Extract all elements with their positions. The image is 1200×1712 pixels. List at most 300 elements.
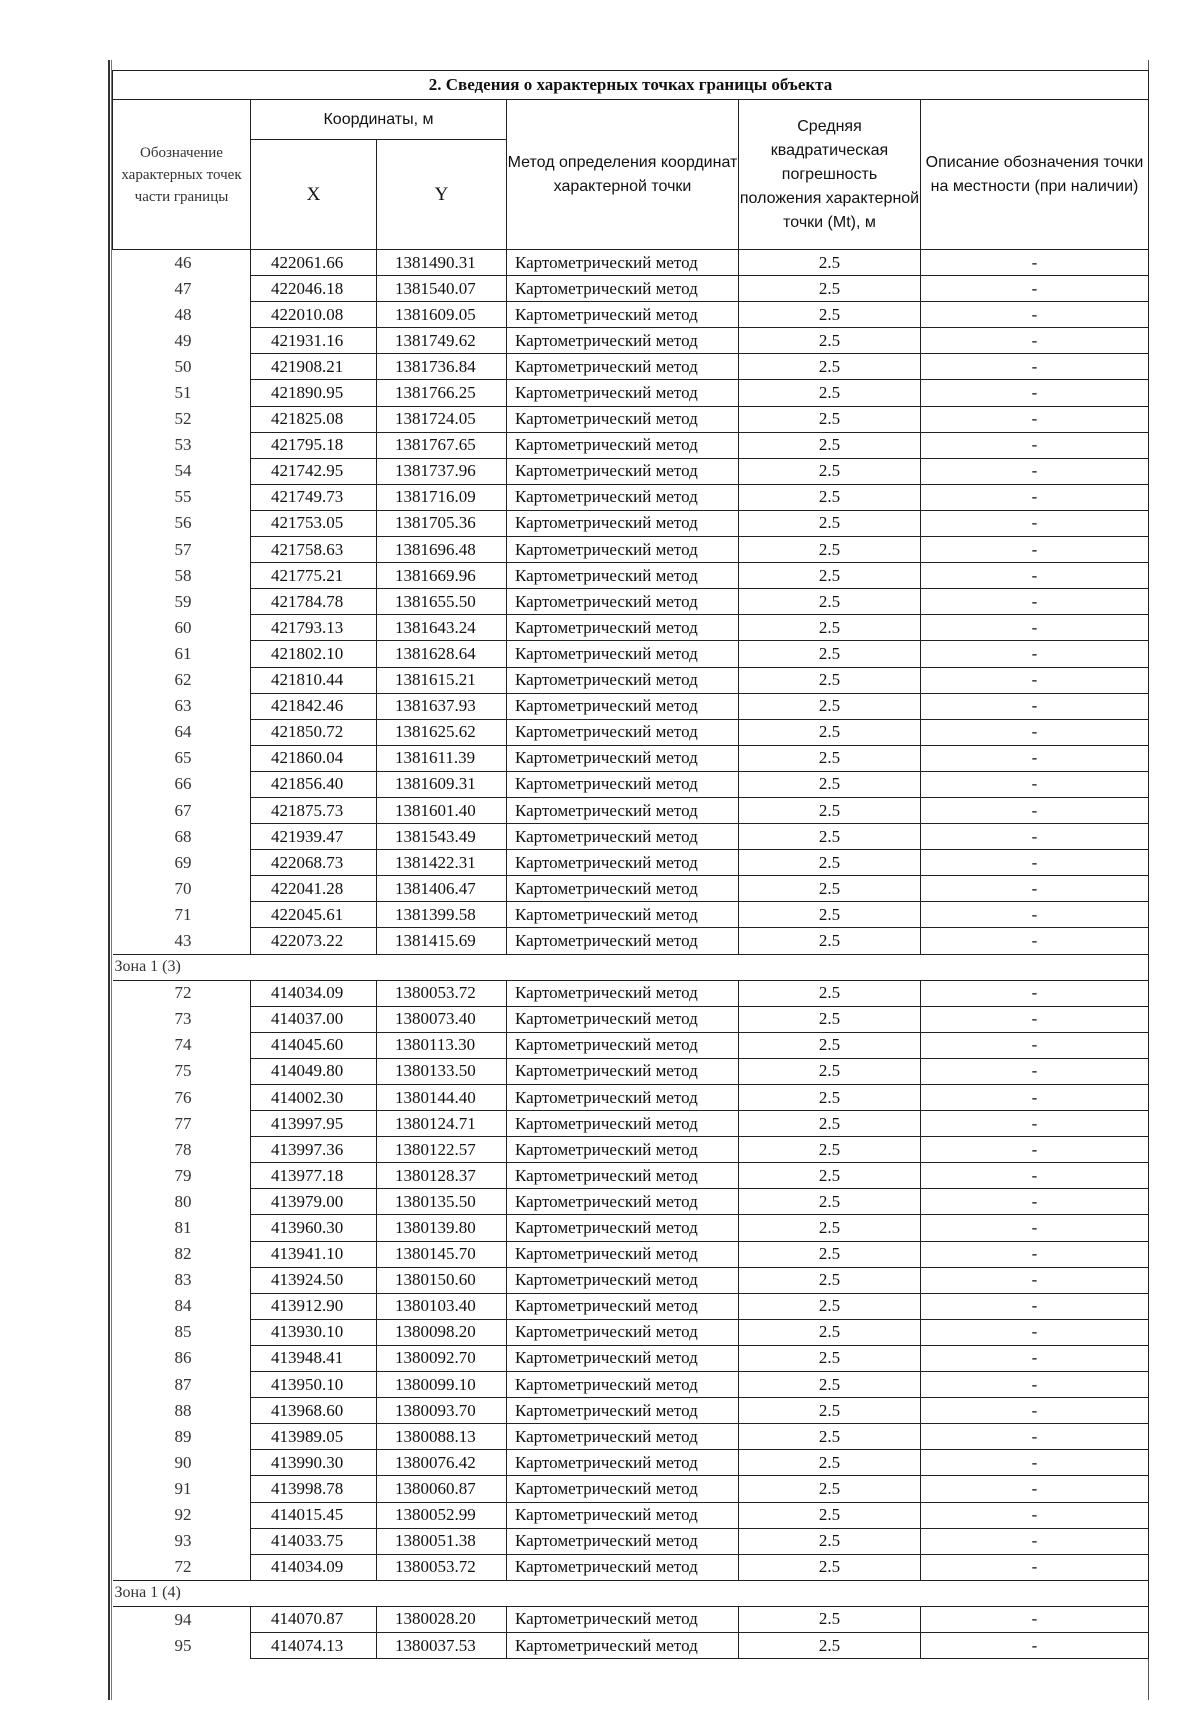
method-cell: Картометрический метод: [507, 1450, 739, 1476]
table-row: [113, 1424, 1149, 1450]
mean-error-cell: 2.5: [739, 1267, 921, 1293]
table-row: [113, 1293, 1149, 1319]
method-cell: Картометрический метод: [507, 563, 739, 589]
y-coordinate-cell: 1381716.09: [377, 484, 507, 510]
description-cell: -: [921, 1085, 1149, 1111]
y-coordinate-cell: 1381609.05: [377, 302, 507, 328]
point-number-cell: 72: [113, 1554, 251, 1580]
description-cell: -: [921, 1632, 1149, 1658]
y-coordinate-cell: 1381611.39: [377, 745, 507, 771]
y-coordinate-cell: 1380139.80: [377, 1215, 507, 1241]
y-coordinate-cell: 1381655.50: [377, 589, 507, 615]
y-coordinate-cell: 1380124.71: [377, 1111, 507, 1137]
y-coordinate-cell: 1380093.70: [377, 1398, 507, 1424]
x-coordinate-cell: 421753.05: [251, 510, 377, 536]
table-row: [113, 1372, 1149, 1398]
table-row: [113, 876, 1149, 902]
y-coordinate-cell: 1380037.53: [377, 1632, 507, 1658]
description-cell: -: [921, 667, 1149, 693]
y-coordinate-cell: 1381749.62: [377, 328, 507, 354]
description-cell: -: [921, 1424, 1149, 1450]
method-cell: Картометрический метод: [507, 1032, 739, 1058]
description-cell: -: [921, 250, 1149, 276]
x-coordinate-cell: 422045.61: [251, 902, 377, 928]
x-coordinate-cell: 421842.46: [251, 693, 377, 719]
y-coordinate-cell: 1381415.69: [377, 928, 507, 954]
method-cell: Картометрический метод: [507, 537, 739, 563]
table-row: [113, 484, 1149, 510]
mean-error-cell: 2.5: [739, 1215, 921, 1241]
point-number-cell: 89: [113, 1424, 251, 1450]
method-cell: Картометрический метод: [507, 589, 739, 615]
mean-error-cell: 2.5: [739, 537, 921, 563]
table-row: [113, 1241, 1149, 1267]
description-cell: -: [921, 615, 1149, 641]
table-row: [113, 850, 1149, 876]
point-number-cell: 85: [113, 1319, 251, 1345]
x-coordinate-cell: 414070.87: [251, 1606, 377, 1632]
point-number-cell: 74: [113, 1032, 251, 1058]
point-number-cell: 75: [113, 1058, 251, 1084]
y-coordinate-cell: 1381696.48: [377, 537, 507, 563]
point-number-cell: 87: [113, 1372, 251, 1398]
mean-error-cell: 2.5: [739, 354, 921, 380]
point-number-cell: 61: [113, 641, 251, 667]
method-cell: Картометрический метод: [507, 1163, 739, 1189]
y-coordinate-cell: 1381406.47: [377, 876, 507, 902]
y-coordinate-cell: 1381422.31: [377, 850, 507, 876]
table-row: [113, 693, 1149, 719]
table-row: [113, 328, 1149, 354]
description-cell: -: [921, 1606, 1149, 1632]
point-number-cell: 94: [113, 1606, 251, 1632]
x-coordinate-cell: 421810.44: [251, 667, 377, 693]
description-cell: -: [921, 1528, 1149, 1554]
mean-error-cell: 2.5: [739, 1345, 921, 1371]
x-coordinate-cell: 413912.90: [251, 1293, 377, 1319]
x-coordinate-cell: 421802.10: [251, 641, 377, 667]
description-cell: -: [921, 902, 1149, 928]
x-coordinate-cell: 413997.95: [251, 1111, 377, 1137]
point-number-cell: 81: [113, 1215, 251, 1241]
method-cell: Картометрический метод: [507, 797, 739, 823]
x-coordinate-cell: 413968.60: [251, 1398, 377, 1424]
y-coordinate-cell: 1380088.13: [377, 1424, 507, 1450]
method-cell: Картометрический метод: [507, 484, 739, 510]
table-row: [113, 276, 1149, 302]
x-coordinate-cell: 413977.18: [251, 1163, 377, 1189]
x-coordinate-cell: 422010.08: [251, 302, 377, 328]
y-coordinate-cell: 1380122.57: [377, 1137, 507, 1163]
mean-error-cell: 2.5: [739, 1241, 921, 1267]
x-coordinate-cell: 414034.09: [251, 1554, 377, 1580]
mean-error-cell: 2.5: [739, 693, 921, 719]
point-number-cell: 56: [113, 510, 251, 536]
mean-error-cell: 2.5: [739, 458, 921, 484]
point-number-cell: 67: [113, 797, 251, 823]
mean-error-cell: 2.5: [739, 1319, 921, 1345]
y-coordinate-cell: 1381540.07: [377, 276, 507, 302]
x-coordinate-cell: 414037.00: [251, 1006, 377, 1032]
table-row: [113, 1163, 1149, 1189]
point-number-cell: 43: [113, 928, 251, 954]
description-cell: -: [921, 1111, 1149, 1137]
point-number-cell: 83: [113, 1267, 251, 1293]
point-number-cell: 84: [113, 1293, 251, 1319]
point-number-cell: 78: [113, 1137, 251, 1163]
point-number-cell: 62: [113, 667, 251, 693]
method-cell: Картометрический метод: [507, 406, 739, 432]
method-cell: Картометрический метод: [507, 902, 739, 928]
table-row: [113, 1398, 1149, 1424]
y-coordinate-cell: 1380145.70: [377, 1241, 507, 1267]
table-body: [113, 250, 1149, 1659]
method-cell: Картометрический метод: [507, 1345, 739, 1371]
mean-error-cell: 2.5: [739, 850, 921, 876]
description-cell: -: [921, 484, 1149, 510]
description-cell: -: [921, 589, 1149, 615]
description-cell: -: [921, 1345, 1149, 1371]
x-coordinate-cell: 422068.73: [251, 850, 377, 876]
mean-error-cell: 2.5: [739, 276, 921, 302]
x-coordinate-cell: 421890.95: [251, 380, 377, 406]
zone-row: [113, 954, 1149, 980]
mean-error-cell: 2.5: [739, 615, 921, 641]
table-title: 2. Сведения о характерных точках границы объекта: [113, 71, 1149, 100]
x-coordinate-cell: 413989.05: [251, 1424, 377, 1450]
method-cell: Картометрический метод: [507, 771, 739, 797]
table-row: [113, 250, 1149, 276]
table-row: [113, 1528, 1149, 1554]
x-coordinate-cell: 421775.21: [251, 563, 377, 589]
method-cell: Картометрический метод: [507, 1241, 739, 1267]
x-coordinate-cell: 421850.72: [251, 719, 377, 745]
y-coordinate-cell: 1381490.31: [377, 250, 507, 276]
table-row: [113, 302, 1149, 328]
y-coordinate-cell: 1380076.42: [377, 1450, 507, 1476]
mean-error-cell: 2.5: [739, 302, 921, 328]
table-row: [113, 902, 1149, 928]
method-cell: Картометрический метод: [507, 980, 739, 1006]
mean-error-cell: 2.5: [739, 771, 921, 797]
zone-label: Зона 1 (3): [113, 954, 1149, 980]
description-cell: -: [921, 406, 1149, 432]
method-cell: Картометрический метод: [507, 850, 739, 876]
y-coordinate-cell: 1380144.40: [377, 1085, 507, 1111]
y-coordinate-cell: 1381736.84: [377, 354, 507, 380]
point-number-cell: 52: [113, 406, 251, 432]
table-row: [113, 354, 1149, 380]
mean-error-cell: 2.5: [739, 745, 921, 771]
y-coordinate-cell: 1381609.31: [377, 771, 507, 797]
method-cell: Картометрический метод: [507, 1267, 739, 1293]
table-row: [113, 1085, 1149, 1111]
description-cell: -: [921, 510, 1149, 536]
x-coordinate-cell: 421784.78: [251, 589, 377, 615]
description-cell: -: [921, 719, 1149, 745]
description-cell: -: [921, 1137, 1149, 1163]
x-coordinate-cell: 421795.18: [251, 432, 377, 458]
table-row: [113, 1189, 1149, 1215]
method-cell: Картометрический метод: [507, 745, 739, 771]
mean-error-cell: 2.5: [739, 1476, 921, 1502]
description-cell: -: [921, 797, 1149, 823]
table-row: [113, 797, 1149, 823]
description-cell: -: [921, 276, 1149, 302]
y-coordinate-cell: 1381601.40: [377, 797, 507, 823]
table-row: [113, 980, 1149, 1006]
method-cell: Картометрический метод: [507, 667, 739, 693]
mean-error-cell: 2.5: [739, 589, 921, 615]
point-number-cell: 68: [113, 824, 251, 850]
table-row: [113, 1032, 1149, 1058]
y-coordinate-cell: 1381767.65: [377, 432, 507, 458]
method-cell: Картометрический метод: [507, 693, 739, 719]
mean-error-cell: 2.5: [739, 1293, 921, 1319]
point-number-cell: 71: [113, 902, 251, 928]
x-coordinate-cell: 422041.28: [251, 876, 377, 902]
table-row: [113, 1606, 1149, 1632]
description-cell: -: [921, 1032, 1149, 1058]
method-cell: Картометрический метод: [507, 1632, 739, 1658]
mean-error-cell: 2.5: [739, 328, 921, 354]
mean-error-cell: 2.5: [739, 563, 921, 589]
point-number-cell: 60: [113, 615, 251, 641]
point-number-cell: 66: [113, 771, 251, 797]
point-number-cell: 77: [113, 1111, 251, 1137]
table-row: [113, 1554, 1149, 1580]
header-method: Метод определения координат характерной точки: [507, 100, 739, 250]
method-cell: Картометрический метод: [507, 1137, 739, 1163]
description-cell: -: [921, 824, 1149, 850]
x-coordinate-cell: 414033.75: [251, 1528, 377, 1554]
mean-error-cell: 2.5: [739, 510, 921, 536]
mean-error-cell: 2.5: [739, 1398, 921, 1424]
point-number-cell: 51: [113, 380, 251, 406]
point-number-cell: 64: [113, 719, 251, 745]
table-row: [113, 432, 1149, 458]
x-coordinate-cell: 421742.95: [251, 458, 377, 484]
table-row: [113, 1345, 1149, 1371]
point-number-cell: 80: [113, 1189, 251, 1215]
table-row: [113, 1058, 1149, 1084]
y-coordinate-cell: 1380053.72: [377, 1554, 507, 1580]
mean-error-cell: 2.5: [739, 1528, 921, 1554]
x-coordinate-cell: 422073.22: [251, 928, 377, 954]
point-number-cell: 92: [113, 1502, 251, 1528]
mean-error-cell: 2.5: [739, 980, 921, 1006]
point-number-cell: 95: [113, 1632, 251, 1658]
table-row: [113, 1267, 1149, 1293]
point-number-cell: 76: [113, 1085, 251, 1111]
x-coordinate-cell: 413997.36: [251, 1137, 377, 1163]
table-row: [113, 1450, 1149, 1476]
x-coordinate-cell: 421793.13: [251, 615, 377, 641]
description-cell: -: [921, 1502, 1149, 1528]
point-number-cell: 72: [113, 980, 251, 1006]
method-cell: Картометрический метод: [507, 380, 739, 406]
table-row: [113, 1215, 1149, 1241]
description-cell: -: [921, 432, 1149, 458]
x-coordinate-cell: 421860.04: [251, 745, 377, 771]
description-cell: -: [921, 1476, 1149, 1502]
mean-error-cell: 2.5: [739, 1163, 921, 1189]
y-coordinate-cell: 1380028.20: [377, 1606, 507, 1632]
y-coordinate-cell: 1381625.62: [377, 719, 507, 745]
point-number-cell: 46: [113, 250, 251, 276]
y-coordinate-cell: 1381628.64: [377, 641, 507, 667]
x-coordinate-cell: 421856.40: [251, 771, 377, 797]
y-coordinate-cell: 1380099.10: [377, 1372, 507, 1398]
table-row: [113, 510, 1149, 536]
method-cell: Картометрический метод: [507, 1111, 739, 1137]
x-coordinate-cell: 421931.16: [251, 328, 377, 354]
table-row: [113, 928, 1149, 954]
method-cell: Картометрический метод: [507, 354, 739, 380]
method-cell: Картометрический метод: [507, 302, 739, 328]
description-cell: -: [921, 1241, 1149, 1267]
y-coordinate-cell: 1380128.37: [377, 1163, 507, 1189]
mean-error-cell: 2.5: [739, 1450, 921, 1476]
method-cell: Картометрический метод: [507, 1502, 739, 1528]
y-coordinate-cell: 1381615.21: [377, 667, 507, 693]
mean-error-cell: 2.5: [739, 719, 921, 745]
method-cell: Картометрический метод: [507, 1319, 739, 1345]
point-number-cell: 86: [113, 1345, 251, 1371]
description-cell: -: [921, 458, 1149, 484]
mean-error-cell: 2.5: [739, 1189, 921, 1215]
mean-error-cell: 2.5: [739, 432, 921, 458]
description-cell: -: [921, 1293, 1149, 1319]
table-row: [113, 406, 1149, 432]
method-cell: Картометрический метод: [507, 1372, 739, 1398]
point-number-cell: 79: [113, 1163, 251, 1189]
table-row: [113, 380, 1149, 406]
description-cell: -: [921, 354, 1149, 380]
mean-error-cell: 2.5: [739, 797, 921, 823]
mean-error-cell: 2.5: [739, 641, 921, 667]
x-coordinate-cell: 413960.30: [251, 1215, 377, 1241]
table-row: [113, 1111, 1149, 1137]
method-cell: Картометрический метод: [507, 250, 739, 276]
boundary-points-table: [112, 70, 1149, 1659]
method-cell: Картометрический метод: [507, 1006, 739, 1032]
x-coordinate-cell: 421749.73: [251, 484, 377, 510]
mean-error-cell: 2.5: [739, 1424, 921, 1450]
header-y: Y: [377, 140, 507, 250]
point-number-cell: 59: [113, 589, 251, 615]
mean-error-cell: 2.5: [739, 1085, 921, 1111]
x-coordinate-cell: 414015.45: [251, 1502, 377, 1528]
x-coordinate-cell: 413924.50: [251, 1267, 377, 1293]
mean-error-cell: 2.5: [739, 1606, 921, 1632]
y-coordinate-cell: 1381705.36: [377, 510, 507, 536]
description-cell: -: [921, 693, 1149, 719]
x-coordinate-cell: 414034.09: [251, 980, 377, 1006]
point-number-cell: 47: [113, 276, 251, 302]
table-row: [113, 1319, 1149, 1345]
method-cell: Картометрический метод: [507, 876, 739, 902]
table-row: [113, 589, 1149, 615]
header-x: X: [251, 140, 377, 250]
method-cell: Картометрический метод: [507, 641, 739, 667]
description-cell: -: [921, 302, 1149, 328]
method-cell: Картометрический метод: [507, 328, 739, 354]
description-cell: -: [921, 980, 1149, 1006]
point-number-cell: 93: [113, 1528, 251, 1554]
table-row: [113, 1502, 1149, 1528]
x-coordinate-cell: 422061.66: [251, 250, 377, 276]
mean-error-cell: 2.5: [739, 876, 921, 902]
zone-row: [113, 1580, 1149, 1606]
description-cell: -: [921, 328, 1149, 354]
description-cell: -: [921, 1189, 1149, 1215]
y-coordinate-cell: 1380135.50: [377, 1189, 507, 1215]
table-row: [113, 719, 1149, 745]
x-coordinate-cell: 414045.60: [251, 1032, 377, 1058]
method-cell: Картометрический метод: [507, 1528, 739, 1554]
description-cell: -: [921, 1215, 1149, 1241]
mean-error-cell: 2.5: [739, 1032, 921, 1058]
x-coordinate-cell: 414002.30: [251, 1085, 377, 1111]
y-coordinate-cell: 1380103.40: [377, 1293, 507, 1319]
y-coordinate-cell: 1381766.25: [377, 380, 507, 406]
mean-error-cell: 2.5: [739, 928, 921, 954]
x-coordinate-cell: 413990.30: [251, 1450, 377, 1476]
table-row: [113, 771, 1149, 797]
description-cell: -: [921, 876, 1149, 902]
method-cell: Картометрический метод: [507, 928, 739, 954]
x-coordinate-cell: 414049.80: [251, 1058, 377, 1084]
point-number-cell: 73: [113, 1006, 251, 1032]
description-cell: -: [921, 1163, 1149, 1189]
table-row: [113, 1137, 1149, 1163]
mean-error-cell: 2.5: [739, 1058, 921, 1084]
point-number-cell: 48: [113, 302, 251, 328]
x-coordinate-cell: 413941.10: [251, 1241, 377, 1267]
mean-error-cell: 2.5: [739, 902, 921, 928]
header-point-designation: Обозначение характерных точек части границы: [113, 100, 251, 250]
point-number-cell: 54: [113, 458, 251, 484]
header-coordinates: Координаты, м: [251, 100, 507, 140]
x-coordinate-cell: 421939.47: [251, 824, 377, 850]
y-coordinate-cell: 1380073.40: [377, 1006, 507, 1032]
method-cell: Картометрический метод: [507, 1424, 739, 1450]
mean-error-cell: 2.5: [739, 1111, 921, 1137]
y-coordinate-cell: 1380052.99: [377, 1502, 507, 1528]
method-cell: Картометрический метод: [507, 1293, 739, 1319]
y-coordinate-cell: 1381637.93: [377, 693, 507, 719]
point-number-cell: 70: [113, 876, 251, 902]
description-cell: -: [921, 928, 1149, 954]
y-coordinate-cell: 1380150.60: [377, 1267, 507, 1293]
point-number-cell: 90: [113, 1450, 251, 1476]
point-number-cell: 88: [113, 1398, 251, 1424]
mean-error-cell: 2.5: [739, 1632, 921, 1658]
description-cell: -: [921, 771, 1149, 797]
y-coordinate-cell: 1380133.50: [377, 1058, 507, 1084]
method-cell: Картометрический метод: [507, 432, 739, 458]
y-coordinate-cell: 1380053.72: [377, 980, 507, 1006]
x-coordinate-cell: 413948.41: [251, 1345, 377, 1371]
table-row: [113, 1632, 1149, 1658]
description-cell: -: [921, 745, 1149, 771]
description-cell: -: [921, 1006, 1149, 1032]
description-cell: -: [921, 1398, 1149, 1424]
x-coordinate-cell: 413930.10: [251, 1319, 377, 1345]
point-number-cell: 57: [113, 537, 251, 563]
x-coordinate-cell: 422046.18: [251, 276, 377, 302]
